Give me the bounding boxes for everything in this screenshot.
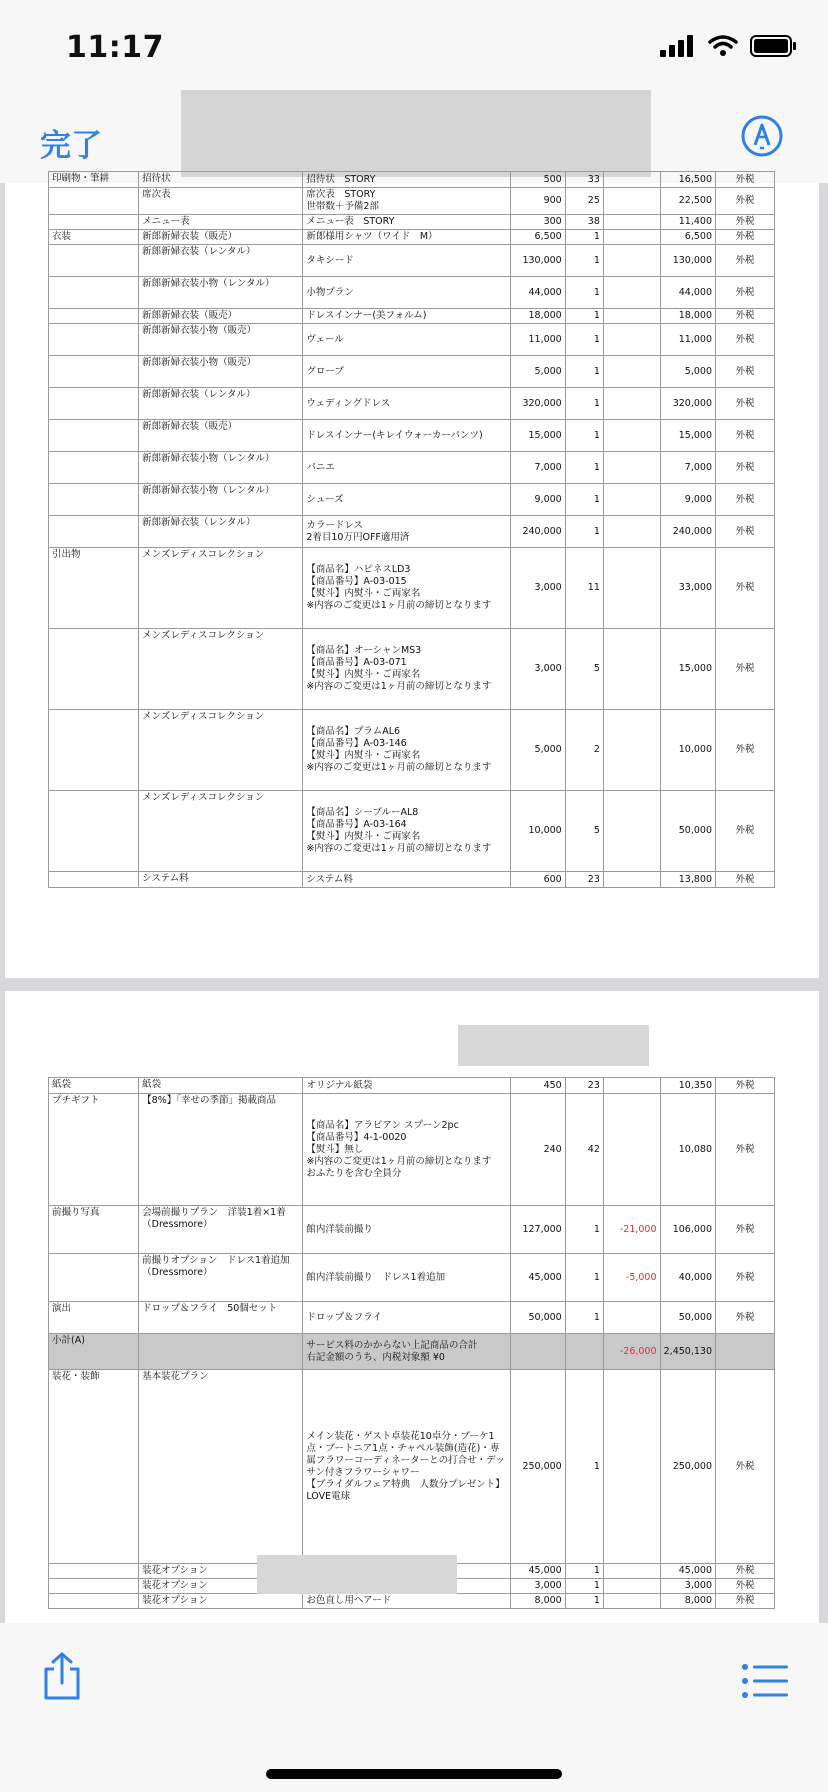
discount-cell	[603, 452, 660, 484]
table-row	[49, 388, 775, 420]
category-cell	[49, 1254, 139, 1302]
item-cell: 新郎新婦衣装（販売）	[139, 230, 303, 245]
discount-cell	[603, 215, 660, 230]
description-cell: タキシード	[303, 245, 511, 277]
item-cell: メンズレディスコレクション	[139, 548, 303, 629]
amount-cell: 33,000	[660, 548, 715, 629]
discount-cell	[603, 188, 660, 215]
category-cell	[49, 388, 139, 420]
description-cell: パニエ	[303, 452, 511, 484]
discount-cell	[603, 484, 660, 516]
status-icons	[660, 34, 798, 58]
description-cell: 小物プラン	[303, 277, 511, 309]
item-cell: 席次表	[139, 188, 303, 215]
description-cell: ドレスインナー(美フォルム)	[303, 309, 511, 324]
category-cell	[49, 1594, 139, 1609]
discount-cell: -26,000	[603, 1334, 660, 1370]
discount-cell	[603, 548, 660, 629]
discount-cell	[603, 1302, 660, 1334]
category-cell	[49, 356, 139, 388]
unit-price-cell: 45,000	[511, 1254, 565, 1302]
category-cell	[49, 452, 139, 484]
amount-cell: 6,500	[660, 230, 715, 245]
item-cell: 装花オプション	[139, 1579, 303, 1594]
tax-type-cell: 外税	[716, 245, 775, 277]
description-cell: システム料	[303, 872, 511, 888]
quantity-cell: 25	[565, 188, 603, 215]
discount-cell	[603, 277, 660, 309]
tax-type-cell: 外税	[716, 548, 775, 629]
item-cell: システム料	[139, 872, 303, 888]
amount-cell: 16,500	[660, 172, 715, 188]
table-row	[49, 1302, 775, 1334]
unit-price-cell: 6,500	[511, 230, 565, 245]
table-row	[49, 1078, 775, 1094]
unit-price-cell: 5,000	[511, 356, 565, 388]
amount-cell: 50,000	[660, 1302, 715, 1334]
quantity-cell: 2	[565, 710, 603, 791]
item-cell: メンズレディスコレクション	[139, 629, 303, 710]
item-cell: 新郎新婦衣装小物（レンタル）	[139, 484, 303, 516]
discount-cell	[603, 356, 660, 388]
description-cell: グローブ	[303, 356, 511, 388]
discount-cell	[603, 1579, 660, 1594]
discount-cell	[603, 309, 660, 324]
amount-cell: 8,000	[660, 1594, 715, 1609]
table-row	[49, 872, 775, 888]
description-cell: 【商品名】ハピネスLD3 【商品番号】A-03-015 【熨斗】内熨斗・ご両家名 ※内容のご変更は1ヶ月前の締切となります	[303, 548, 511, 629]
quantity-cell: 33	[565, 172, 603, 188]
tax-type-cell: 外税	[716, 1370, 775, 1564]
discount-cell	[603, 1564, 660, 1579]
category-cell: 衣装	[49, 230, 139, 245]
invoice-table-page1	[48, 171, 775, 888]
table-row	[49, 309, 775, 324]
amount-cell: 7,000	[660, 452, 715, 484]
tax-type-cell: 外税	[716, 1302, 775, 1334]
description-cell: 館内洋装前撮り ドレス1着追加	[303, 1254, 511, 1302]
table-row	[49, 516, 775, 548]
unit-price-cell: 9,000	[511, 484, 565, 516]
amount-cell: 13,800	[660, 872, 715, 888]
table-row	[49, 484, 775, 516]
description-cell: カラードレス 2着目10万円OFF適用済	[303, 516, 511, 548]
unit-price-cell: 45,000	[511, 1564, 565, 1579]
tax-type-cell: 外税	[716, 388, 775, 420]
category-cell	[49, 872, 139, 888]
category-cell: 紙袋	[49, 1078, 139, 1094]
tax-type-cell: 外税	[716, 1564, 775, 1579]
discount-cell	[603, 710, 660, 791]
category-cell	[49, 245, 139, 277]
item-cell: 新郎新婦衣装（レンタル）	[139, 516, 303, 548]
category-cell: 演出	[49, 1302, 139, 1334]
quantity-cell: 1	[565, 420, 603, 452]
description-cell: 【商品名】オーシャンMS3 【商品番号】A-03-071 【熨斗】内熨斗・ご両家名 ※内容のご変更は1ヶ月前の締切となります	[303, 629, 511, 710]
table-row	[49, 1370, 775, 1564]
discount-cell	[603, 172, 660, 188]
category-cell	[49, 1564, 139, 1579]
tax-type-cell: 外税	[716, 1206, 775, 1254]
table-row	[49, 245, 775, 277]
status-bar	[0, 0, 828, 96]
discount-cell	[603, 516, 660, 548]
unit-price-cell: 600	[511, 872, 565, 888]
tax-type-cell: 外税	[716, 420, 775, 452]
discount-cell	[603, 629, 660, 710]
category-cell	[49, 324, 139, 356]
table-row	[49, 215, 775, 230]
quantity-cell: 1	[565, 1370, 603, 1564]
quantity-cell: 1	[565, 245, 603, 277]
item-cell: 紙袋	[139, 1078, 303, 1094]
category-cell	[49, 215, 139, 230]
unit-price-cell: 50,000	[511, 1302, 565, 1334]
quantity-cell: 1	[565, 1254, 603, 1302]
table-row	[49, 629, 775, 710]
unit-price-cell: 10,000	[511, 791, 565, 872]
amount-cell: 44,000	[660, 277, 715, 309]
quantity-cell: 5	[565, 791, 603, 872]
tax-type-cell: 外税	[716, 1254, 775, 1302]
unit-price-cell: 450	[511, 1078, 565, 1094]
tax-type-cell: 外税	[716, 452, 775, 484]
discount-cell	[603, 1078, 660, 1094]
redacted-block	[458, 1025, 649, 1066]
quantity-cell: 11	[565, 548, 603, 629]
category-cell	[49, 420, 139, 452]
description-cell: ドロップ＆フライ	[303, 1302, 511, 1334]
unit-price-cell: 250,000	[511, 1370, 565, 1564]
amount-cell: 3,000	[660, 1579, 715, 1594]
pdf-page-1	[5, 173, 819, 978]
category-cell	[49, 1579, 139, 1594]
table-row	[49, 1594, 775, 1609]
unit-price-cell: 130,000	[511, 245, 565, 277]
amount-cell: 10,000	[660, 710, 715, 791]
share-icon[interactable]	[40, 1651, 84, 1701]
description-cell: ヴェール	[303, 324, 511, 356]
amount-cell: 15,000	[660, 420, 715, 452]
battery-icon	[750, 34, 798, 58]
description-cell: メイン装花・ゲスト卓装花10卓分・ブーケ1点・ブートニア1点・チャペル装飾(造花)・専属フラワーコーディネーターとの打合せ・デッサン付きフラワーシャワー 【ブライダルフェア特典 人数分プレゼント】 LOVE電球	[303, 1370, 511, 1564]
discount-cell	[603, 324, 660, 356]
category-cell	[49, 309, 139, 324]
item-cell: 新郎新婦衣装（販売）	[139, 420, 303, 452]
unit-price-cell: 3,000	[511, 1579, 565, 1594]
discount-cell	[603, 1094, 660, 1206]
amount-cell: 50,000	[660, 791, 715, 872]
table-row	[49, 324, 775, 356]
unit-price-cell: 8,000	[511, 1594, 565, 1609]
subtotal-row	[49, 1334, 775, 1370]
table-row	[49, 188, 775, 215]
discount-cell	[603, 1370, 660, 1564]
table-row	[49, 172, 775, 188]
description-cell: お色直し用ヘアード	[303, 1594, 511, 1609]
item-cell: 前撮りオプション ドレス1着追加（Dressmore）	[139, 1254, 303, 1302]
item-cell: 装花オプション	[139, 1594, 303, 1609]
invoice-table-page2	[48, 1077, 775, 1609]
tax-type-cell: 外税	[716, 1078, 775, 1094]
item-cell: 新郎新婦衣装小物（販売）	[139, 356, 303, 388]
discount-cell	[603, 230, 660, 245]
discount-cell	[603, 1594, 660, 1609]
tax-type-cell: 外税	[716, 215, 775, 230]
quantity-cell: 23	[565, 1078, 603, 1094]
quantity-cell: 1	[565, 452, 603, 484]
description-cell: 【商品名】アラビアン スプーン2pc 【商品番号】4-1-0020 【熨斗】無し ※内容のご変更は1ヶ月前の締切となります おふたりを含む全員分	[303, 1094, 511, 1206]
unit-price-cell: 5,000	[511, 710, 565, 791]
quantity-cell: 1	[565, 324, 603, 356]
description-cell: 招待状 STORY	[303, 172, 511, 188]
tax-type-cell: 外税	[716, 629, 775, 710]
discount-cell: -21,000	[603, 1206, 660, 1254]
amount-cell: 5,000	[660, 356, 715, 388]
amount-cell: 11,400	[660, 215, 715, 230]
item-cell: 装花オプション	[139, 1564, 303, 1579]
discount-cell	[603, 245, 660, 277]
quantity-cell: 1	[565, 1302, 603, 1334]
item-cell: 新郎新婦衣装（レンタル）	[139, 388, 303, 420]
item-cell: 基本装花プラン	[139, 1370, 303, 1564]
quantity-cell: 42	[565, 1094, 603, 1206]
category-cell	[49, 484, 139, 516]
description-cell: ドレスインナー(キレイウォーカーパンツ)	[303, 420, 511, 452]
amount-cell: 130,000	[660, 245, 715, 277]
tax-type-cell: 外税	[716, 872, 775, 888]
item-cell: 新郎新婦衣装小物（販売）	[139, 324, 303, 356]
tax-type-cell: 外税	[716, 1594, 775, 1609]
description-cell: ウェディングドレス	[303, 388, 511, 420]
category-cell: プチギフト	[49, 1094, 139, 1206]
description-cell: 【商品名】プラムAL6 【商品番号】A-03-146 【熨斗】内熨斗・ご両家名 ※内容のご変更は1ヶ月前の締切となります	[303, 710, 511, 791]
status-time: 11:17	[66, 30, 164, 65]
table-row	[49, 1254, 775, 1302]
quantity-cell: 38	[565, 215, 603, 230]
pdf-page-2	[5, 991, 819, 1691]
unit-price-cell	[511, 1334, 565, 1370]
item-cell: メンズレディスコレクション	[139, 791, 303, 872]
amount-cell: 320,000	[660, 388, 715, 420]
signal-icon	[660, 35, 696, 57]
category-cell	[49, 516, 139, 548]
category-cell: 装花・装飾	[49, 1370, 139, 1564]
item-cell: メニュー表	[139, 215, 303, 230]
quantity-cell: 1	[565, 230, 603, 245]
description-cell: 【商品名】シーブルーAL8 【商品番号】A-03-164 【熨斗】内熨斗・ご両家名 ※内容のご変更は1ヶ月前の締切となります	[303, 791, 511, 872]
quantity-cell: 1	[565, 1579, 603, 1594]
unit-price-cell: 3,000	[511, 629, 565, 710]
tax-type-cell: 外税	[716, 277, 775, 309]
table-row	[49, 1094, 775, 1206]
category-cell	[49, 710, 139, 791]
description-cell: サービス料のかからない上記商品の合計 右記金額のうち、内税対象額 ¥0	[303, 1334, 511, 1370]
tax-type-cell	[716, 1334, 775, 1370]
table-row	[49, 420, 775, 452]
amount-cell: 10,080	[660, 1094, 715, 1206]
item-cell: 【8%】「幸せの季節」掲載商品	[139, 1094, 303, 1206]
amount-cell: 250,000	[660, 1370, 715, 1564]
amount-cell: 15,000	[660, 629, 715, 710]
document-viewer[interactable]	[0, 173, 828, 1623]
unit-price-cell: 500	[511, 172, 565, 188]
tax-type-cell: 外税	[716, 484, 775, 516]
amount-cell: 240,000	[660, 516, 715, 548]
quantity-cell: 5	[565, 629, 603, 710]
done-button[interactable]: 完了	[40, 128, 102, 164]
table-row	[49, 277, 775, 309]
unit-price-cell: 240	[511, 1094, 565, 1206]
tax-type-cell: 外税	[716, 516, 775, 548]
item-cell: 会場前撮りプラン 洋装1着×1着（Dressmore）	[139, 1206, 303, 1254]
discount-cell	[603, 872, 660, 888]
item-cell: ドロップ＆フライ 50個セット	[139, 1302, 303, 1334]
quantity-cell: 1	[565, 309, 603, 324]
tax-type-cell: 外税	[716, 324, 775, 356]
quantity-cell	[565, 1334, 603, 1370]
tax-type-cell: 外税	[716, 230, 775, 245]
tax-type-cell: 外税	[716, 309, 775, 324]
amount-cell: 10,350	[660, 1078, 715, 1094]
item-cell: 新郎新婦衣装小物（レンタル）	[139, 277, 303, 309]
category-cell: 引出物	[49, 548, 139, 629]
tax-type-cell: 外税	[716, 188, 775, 215]
tax-type-cell: 外税	[716, 791, 775, 872]
discount-cell: -5,000	[603, 1254, 660, 1302]
description-cell: 館内洋装前撮り	[303, 1206, 511, 1254]
category-cell: 印刷物・筆耕	[49, 172, 139, 188]
table-row	[49, 230, 775, 245]
table-row	[49, 548, 775, 629]
redacted-block	[257, 1555, 457, 1594]
amount-cell: 45,000	[660, 1564, 715, 1579]
home-indicator	[266, 1769, 562, 1779]
category-cell	[49, 188, 139, 215]
amount-cell: 9,000	[660, 484, 715, 516]
markup-pen-icon[interactable]	[740, 114, 784, 158]
amount-cell: 22,500	[660, 188, 715, 215]
item-cell	[139, 1334, 303, 1370]
discount-cell	[603, 420, 660, 452]
unit-price-cell: 127,000	[511, 1206, 565, 1254]
unit-price-cell: 3,000	[511, 548, 565, 629]
redacted-title	[181, 90, 651, 177]
category-cell: 前撮り写真	[49, 1206, 139, 1254]
unit-price-cell: 11,000	[511, 324, 565, 356]
unit-price-cell: 15,000	[511, 420, 565, 452]
item-cell: 新郎新婦衣装小物（レンタル）	[139, 452, 303, 484]
unit-price-cell: 900	[511, 188, 565, 215]
quantity-cell: 1	[565, 388, 603, 420]
wifi-icon	[708, 35, 738, 57]
discount-cell	[603, 388, 660, 420]
quantity-cell: 1	[565, 356, 603, 388]
tax-type-cell: 外税	[716, 356, 775, 388]
quantity-cell: 1	[565, 484, 603, 516]
amount-cell: 106,000	[660, 1206, 715, 1254]
unit-price-cell: 18,000	[511, 309, 565, 324]
category-cell	[49, 629, 139, 710]
bottom-toolbar	[0, 1623, 828, 1792]
item-cell: メンズレディスコレクション	[139, 710, 303, 791]
table-row	[49, 710, 775, 791]
item-cell: 新郎新婦衣装（レンタル）	[139, 245, 303, 277]
item-cell: 新郎新婦衣装（販売）	[139, 309, 303, 324]
unit-price-cell: 7,000	[511, 452, 565, 484]
description-cell: オリジナル紙袋	[303, 1078, 511, 1094]
category-cell	[49, 277, 139, 309]
unit-price-cell: 320,000	[511, 388, 565, 420]
discount-cell	[603, 791, 660, 872]
quantity-cell: 1	[565, 277, 603, 309]
table-row	[49, 452, 775, 484]
amount-cell: 40,000	[660, 1254, 715, 1302]
quantity-cell: 23	[565, 872, 603, 888]
table-row	[49, 791, 775, 872]
category-cell: 小計(A)	[49, 1334, 139, 1370]
unit-price-cell: 44,000	[511, 277, 565, 309]
category-cell	[49, 791, 139, 872]
unit-price-cell: 240,000	[511, 516, 565, 548]
nav-bar	[0, 90, 828, 183]
tax-type-cell: 外税	[716, 1579, 775, 1594]
description-cell: 新郎様用シャツ（ワイド M）	[303, 230, 511, 245]
amount-cell: 2,450,130	[660, 1334, 715, 1370]
amount-cell: 18,000	[660, 309, 715, 324]
tax-type-cell: 外税	[716, 710, 775, 791]
quantity-cell: 1	[565, 516, 603, 548]
description-cell: メニュー表 STORY	[303, 215, 511, 230]
description-cell: シューズ	[303, 484, 511, 516]
table-row	[49, 356, 775, 388]
quantity-cell: 1	[565, 1594, 603, 1609]
item-cell: 招待状	[139, 172, 303, 188]
table-row	[49, 1206, 775, 1254]
quantity-cell: 1	[565, 1564, 603, 1579]
unit-price-cell: 300	[511, 215, 565, 230]
quantity-cell: 1	[565, 1206, 603, 1254]
tax-type-cell: 外税	[716, 1094, 775, 1206]
description-cell: 席次表 STORY 世帯数＋予備2部	[303, 188, 511, 215]
amount-cell: 11,000	[660, 324, 715, 356]
list-icon[interactable]	[742, 1663, 788, 1699]
tax-type-cell: 外税	[716, 172, 775, 188]
